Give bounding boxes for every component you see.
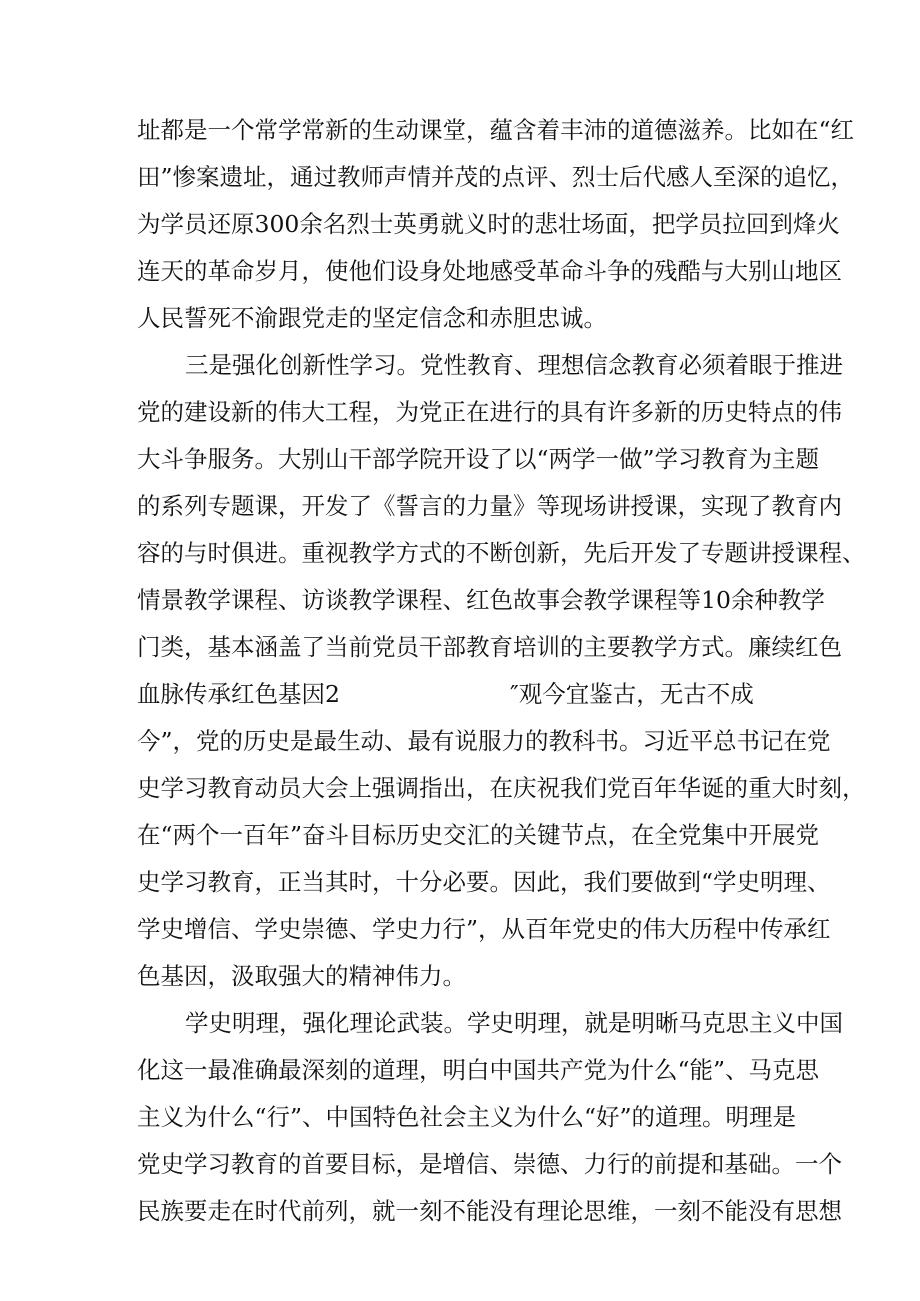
text-line: 情景教学课程、访谈教学课程、红色故事会教学课程等10余种教学	[137, 586, 825, 614]
quote-fragment: ″观今宜鉴古，无古不成	[510, 680, 754, 708]
text-line: 今”，党的历史是最生动、最有说服力的教科书。习近平总书记在党	[137, 727, 831, 755]
text-line: 色基因，汲取强大的精神伟力。	[137, 962, 466, 990]
text-line: 化这一最准确最深刻的道理，明白中国共产党为什么“能”、马克思	[137, 1056, 820, 1084]
text-line: 容的与时俱进。重视教学方式的不断创新，先后开发了专题讲授课程、	[137, 539, 866, 567]
text-line: 连天的革命岁月，使他们设身处地感受革命斗争的残酷与大别山地区	[137, 257, 842, 285]
paragraph-start-line: 学史明理，强化理论武装。学史明理，就是明晰马克思主义中国	[185, 1009, 843, 1037]
text-line: 大斗争服务。大别山干部学院开设了以“两学一做”学习教育为主题	[137, 445, 820, 473]
text-line: 在“两个一百年”奋斗目标历史交汇的关键节点，在全党集中开展党	[137, 821, 820, 849]
text-line: 田”惨案遗址，通过教师声情并茂的点评、烈士后代感人至深的追忆，	[137, 163, 855, 191]
text-line: 史学习教育，正当其时，十分必要。因此，我们要做到“学史明理、	[137, 868, 831, 896]
text-line: 址都是一个常学常新的生动课堂，蕴含着丰沛的道德滋养。比如在“红	[137, 116, 855, 144]
text-line: 史学习教育动员大会上强调指出，在庆祝我们党百年华诞的重大时刻，	[137, 774, 866, 802]
text-line: 党的建设新的伟大工程，为党正在进行的具有许多新的历史特点的伟	[137, 398, 842, 426]
text-line: 的系列专题课，开发了《誓言的力量》等现场讲授课，实现了教育内	[137, 492, 842, 520]
text-line: 学史增信、学史崇德、学史力行”，从百年党史的伟大历程中传承红	[137, 915, 831, 943]
text-line: 民族要走在时代前列，就一刻不能没有理论思维，一刻不能没有思想	[137, 1197, 842, 1225]
text-line: 人民誓死不渝跟党走的坚定信念和赤胆忠诚。	[137, 304, 607, 332]
text-line: 主义为什么“行”、中国特色社会主义为什么“好”的道理。明理是	[137, 1103, 797, 1131]
section-heading-fragment: 血脉传承红色基因2	[137, 680, 340, 708]
text-line: 门类，基本涵盖了当前党员干部教育培训的主要教学方式。廉续红色	[137, 633, 842, 661]
paragraph-start-line: 三是强化创新性学习。党性教育、理想信念教育必须着眼于推进	[185, 351, 843, 379]
text-line: 为学员还原300余名烈士英勇就义时的悲壮场面，把学员拉回到烽火	[137, 210, 840, 238]
text-line: 党史学习教育的首要目标，是增信、崇德、力行的前提和基础。一个	[137, 1150, 842, 1178]
